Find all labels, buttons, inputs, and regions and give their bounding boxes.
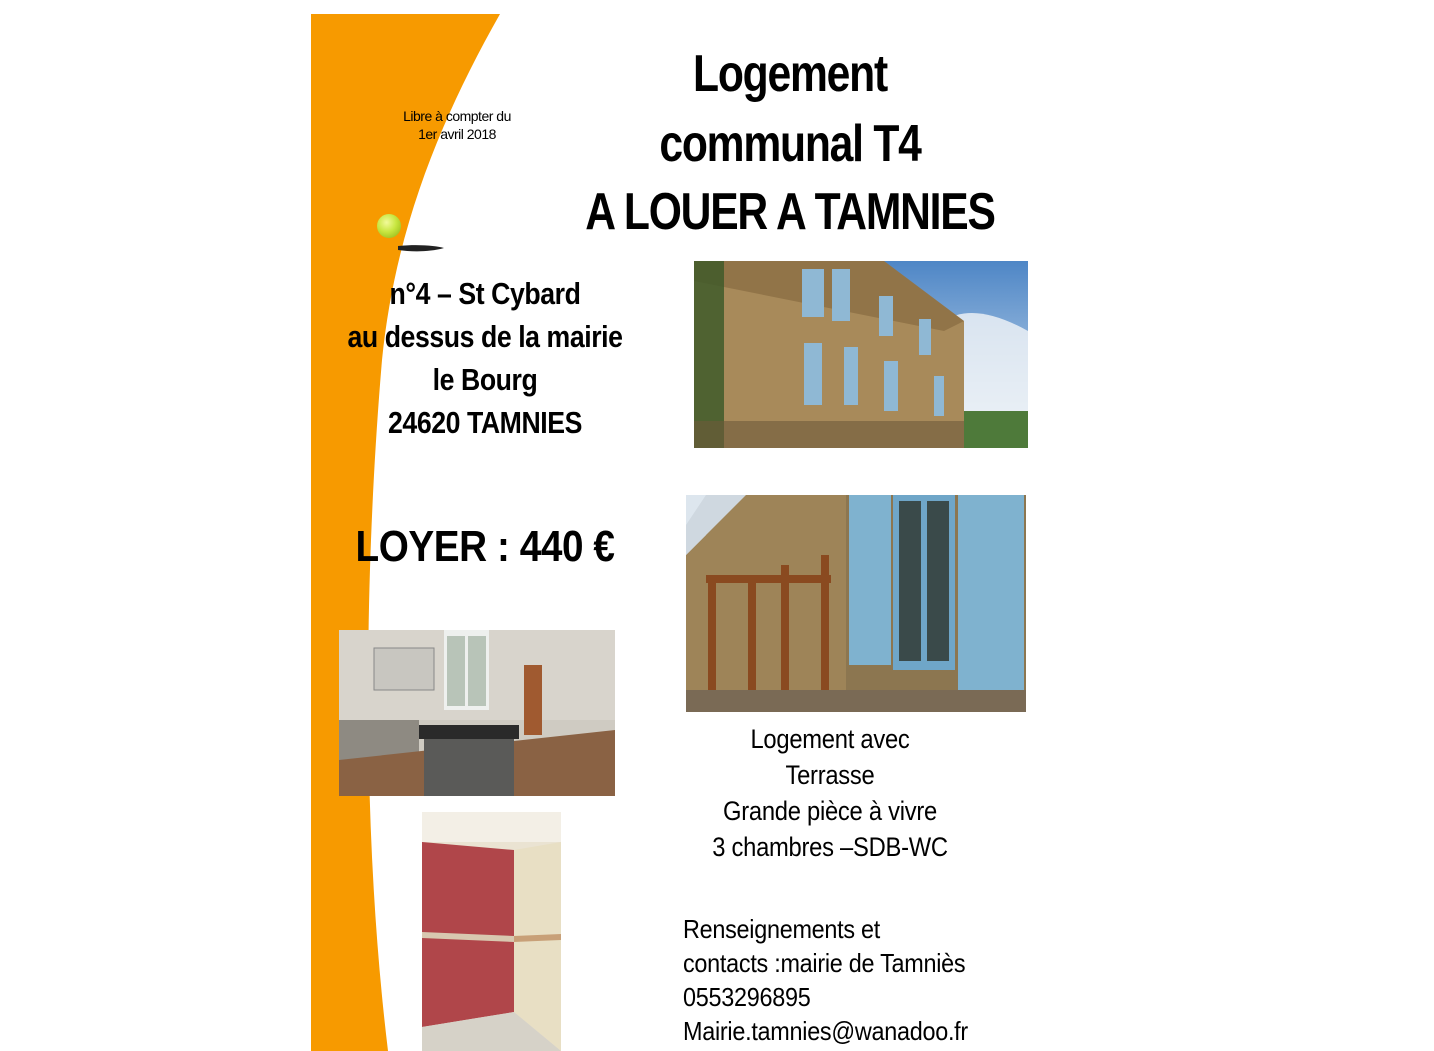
flyer-title-line-2: communal T4	[659, 115, 921, 173]
availability-text	[372, 107, 542, 143]
rent-price: LOYER : 440 €	[355, 522, 615, 571]
terrace-photo	[686, 495, 1026, 712]
bedroom-photo	[422, 812, 561, 1051]
contact-line-1: Renseignements et	[683, 914, 881, 944]
address-line-2: au dessus de la mairie	[347, 319, 623, 354]
feature-item: Grande pièce à vivre	[723, 796, 937, 826]
building-facade-photo	[694, 261, 1028, 448]
feature-item: Terrasse	[785, 760, 875, 790]
feature-item: Logement avec	[750, 724, 910, 754]
contact-phone: 0553296895	[683, 982, 811, 1012]
kitchen-photo	[339, 630, 615, 796]
features-list	[698, 721, 962, 865]
flyer-title-line-1: Logement	[693, 45, 887, 103]
flyer-title-line-3: A LOUER A TAMNIES	[585, 183, 995, 241]
feature-item: 3 chambres –SDB-WC	[712, 832, 948, 862]
address-line-4: 24620 TAMNIES	[388, 405, 582, 440]
availability-line-1: Libre à compter du	[403, 108, 511, 124]
address-block	[335, 272, 636, 444]
availability-line-2: 1er avril 2018	[418, 126, 496, 142]
green-ball-decoration	[377, 214, 401, 238]
contact-block	[683, 912, 1025, 1048]
contact-line-2: contacts :mairie de Tamniès	[683, 948, 966, 978]
address-line-1: n°4 – St Cybard	[389, 276, 581, 311]
contact-email: Mairie.tamnies@wanadoo.fr	[683, 1016, 968, 1046]
address-line-3: le Bourg	[432, 362, 538, 397]
